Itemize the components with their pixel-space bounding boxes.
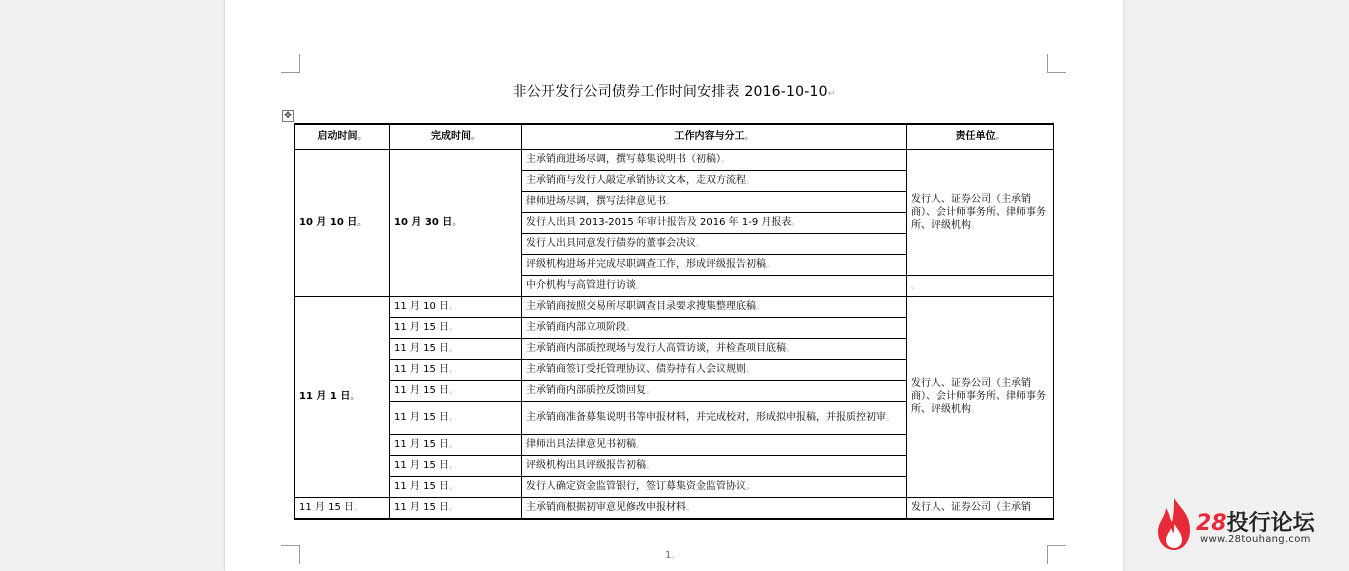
end-date-cell[interactable]: 11 月 15 日。 <box>390 435 522 456</box>
table-row <box>295 498 1054 519</box>
end-date-cell[interactable]: 11 月 10 日。 <box>390 297 522 318</box>
document-title[interactable] <box>225 81 1123 101</box>
start-date-cell[interactable]: 10 月 10 日。 <box>295 150 390 297</box>
header-start-time[interactable]: 启动时间。 <box>295 124 390 150</box>
margin-corner-top-right <box>1047 54 1066 73</box>
unit-cell[interactable]: 发行人、证券公司（主承销 <box>907 498 1054 519</box>
task-cell[interactable]: 中介机构与高管进行访谈。 <box>522 276 907 297</box>
margin-corner-bottom-right <box>1047 545 1066 564</box>
flame-logo-icon <box>1154 496 1194 552</box>
table-header-row <box>295 124 1054 150</box>
task-cell[interactable]: 评级机构出具评级报告初稿。 <box>522 456 907 477</box>
margin-corner-top-left <box>281 54 300 73</box>
header-end-time[interactable]: 完成时间。 <box>390 124 522 150</box>
task-cell[interactable]: 主承销商签订受托管理协议、债券持有人会议规则。 <box>522 360 907 381</box>
paragraph-mark: ↵ <box>827 89 836 99</box>
task-cell[interactable]: 发行人确定资金监管银行，签订募集资金监管协议。 <box>522 477 907 498</box>
end-date-cell[interactable]: 11 月 15 日。 <box>390 360 522 381</box>
task-cell[interactable]: 主承销商内部立项阶段。 <box>522 318 907 339</box>
task-cell[interactable]: 发行人出具 2013-2015 年审计报告及 2016 年 1-9 月报表。 <box>522 213 907 234</box>
logo-url: www.28touhang.com <box>1200 534 1311 545</box>
start-date-cell[interactable]: 11 月 15 日。 <box>295 498 390 519</box>
task-cell[interactable]: 主承销商根据初审意见修改申报材料。 <box>522 498 907 519</box>
unit-cell[interactable]: 发行人、证券公司（主承销商）、会计师事务所、律师事务所、评级机构。 <box>907 150 1054 276</box>
document-page <box>225 0 1123 571</box>
unit-cell[interactable]: 发行人、证券公司（主承销商）、会计师事务所、律师事务所、评级机构。 <box>907 297 1054 498</box>
task-cell[interactable]: 主承销商按照交易所尽职调查目录要求搜集整理底稿。 <box>522 297 907 318</box>
task-cell[interactable]: 主承销商准备募集说明书等申报材料，并完成校对，形成拟申报稿，并报质控初审。 <box>522 402 907 435</box>
page-number: 1。 <box>665 550 681 561</box>
unit-cell-empty[interactable]: 。 <box>907 276 1054 297</box>
task-cell[interactable]: 律师出具法律意见书初稿。 <box>522 435 907 456</box>
task-cell[interactable]: 主承销商与发行人敲定承销协议文本，走双方流程。 <box>522 171 907 192</box>
start-date-cell[interactable]: 11 月 1 日。 <box>295 297 390 498</box>
table-row <box>295 150 1054 171</box>
header-task[interactable]: 工作内容与分工。 <box>522 124 907 150</box>
schedule-table <box>294 123 1054 520</box>
end-date-cell[interactable]: 11 月 15 日。 <box>390 318 522 339</box>
end-date-cell[interactable]: 11 月 15 日。 <box>390 402 522 435</box>
end-date-cell[interactable]: 11 月 15 日。 <box>390 477 522 498</box>
task-cell[interactable]: 评级机构进场并完成尽职调查工作，形成评级报告初稿。 <box>522 255 907 276</box>
end-date-cell[interactable]: 10 月 30 日。 <box>390 150 522 297</box>
site-logo[interactable] <box>1154 496 1334 552</box>
table-move-handle-icon[interactable]: ✥ <box>282 110 294 122</box>
task-cell[interactable]: 主承销商内部质控现场与发行人高管访谈，并检查项目底稿。 <box>522 339 907 360</box>
table-row <box>295 297 1054 318</box>
task-cell[interactable]: 主承销商进场尽调，撰写募集说明书（初稿）。 <box>522 150 907 171</box>
task-cell[interactable]: 发行人出具同意发行债券的董事会决议。 <box>522 234 907 255</box>
end-date-cell[interactable]: 11 月 15 日。 <box>390 456 522 477</box>
margin-corner-bottom-left <box>281 545 300 564</box>
task-cell[interactable]: 律师进场尽调，撰写法律意见书。 <box>522 192 907 213</box>
end-date-cell[interactable]: 11 月 15 日。 <box>390 498 522 519</box>
end-date-cell[interactable]: 11 月 15 日。 <box>390 339 522 360</box>
logo-name: 28投行论坛 <box>1196 511 1315 536</box>
end-date-cell[interactable]: 11 月 15 日。 <box>390 381 522 402</box>
task-cell[interactable]: 主承销商内部质控反馈回复。 <box>522 381 907 402</box>
header-unit[interactable]: 责任单位。 <box>907 124 1054 150</box>
document-title-text: 非公开发行公司债券工作时间安排表 2016-10-10 <box>512 84 828 100</box>
